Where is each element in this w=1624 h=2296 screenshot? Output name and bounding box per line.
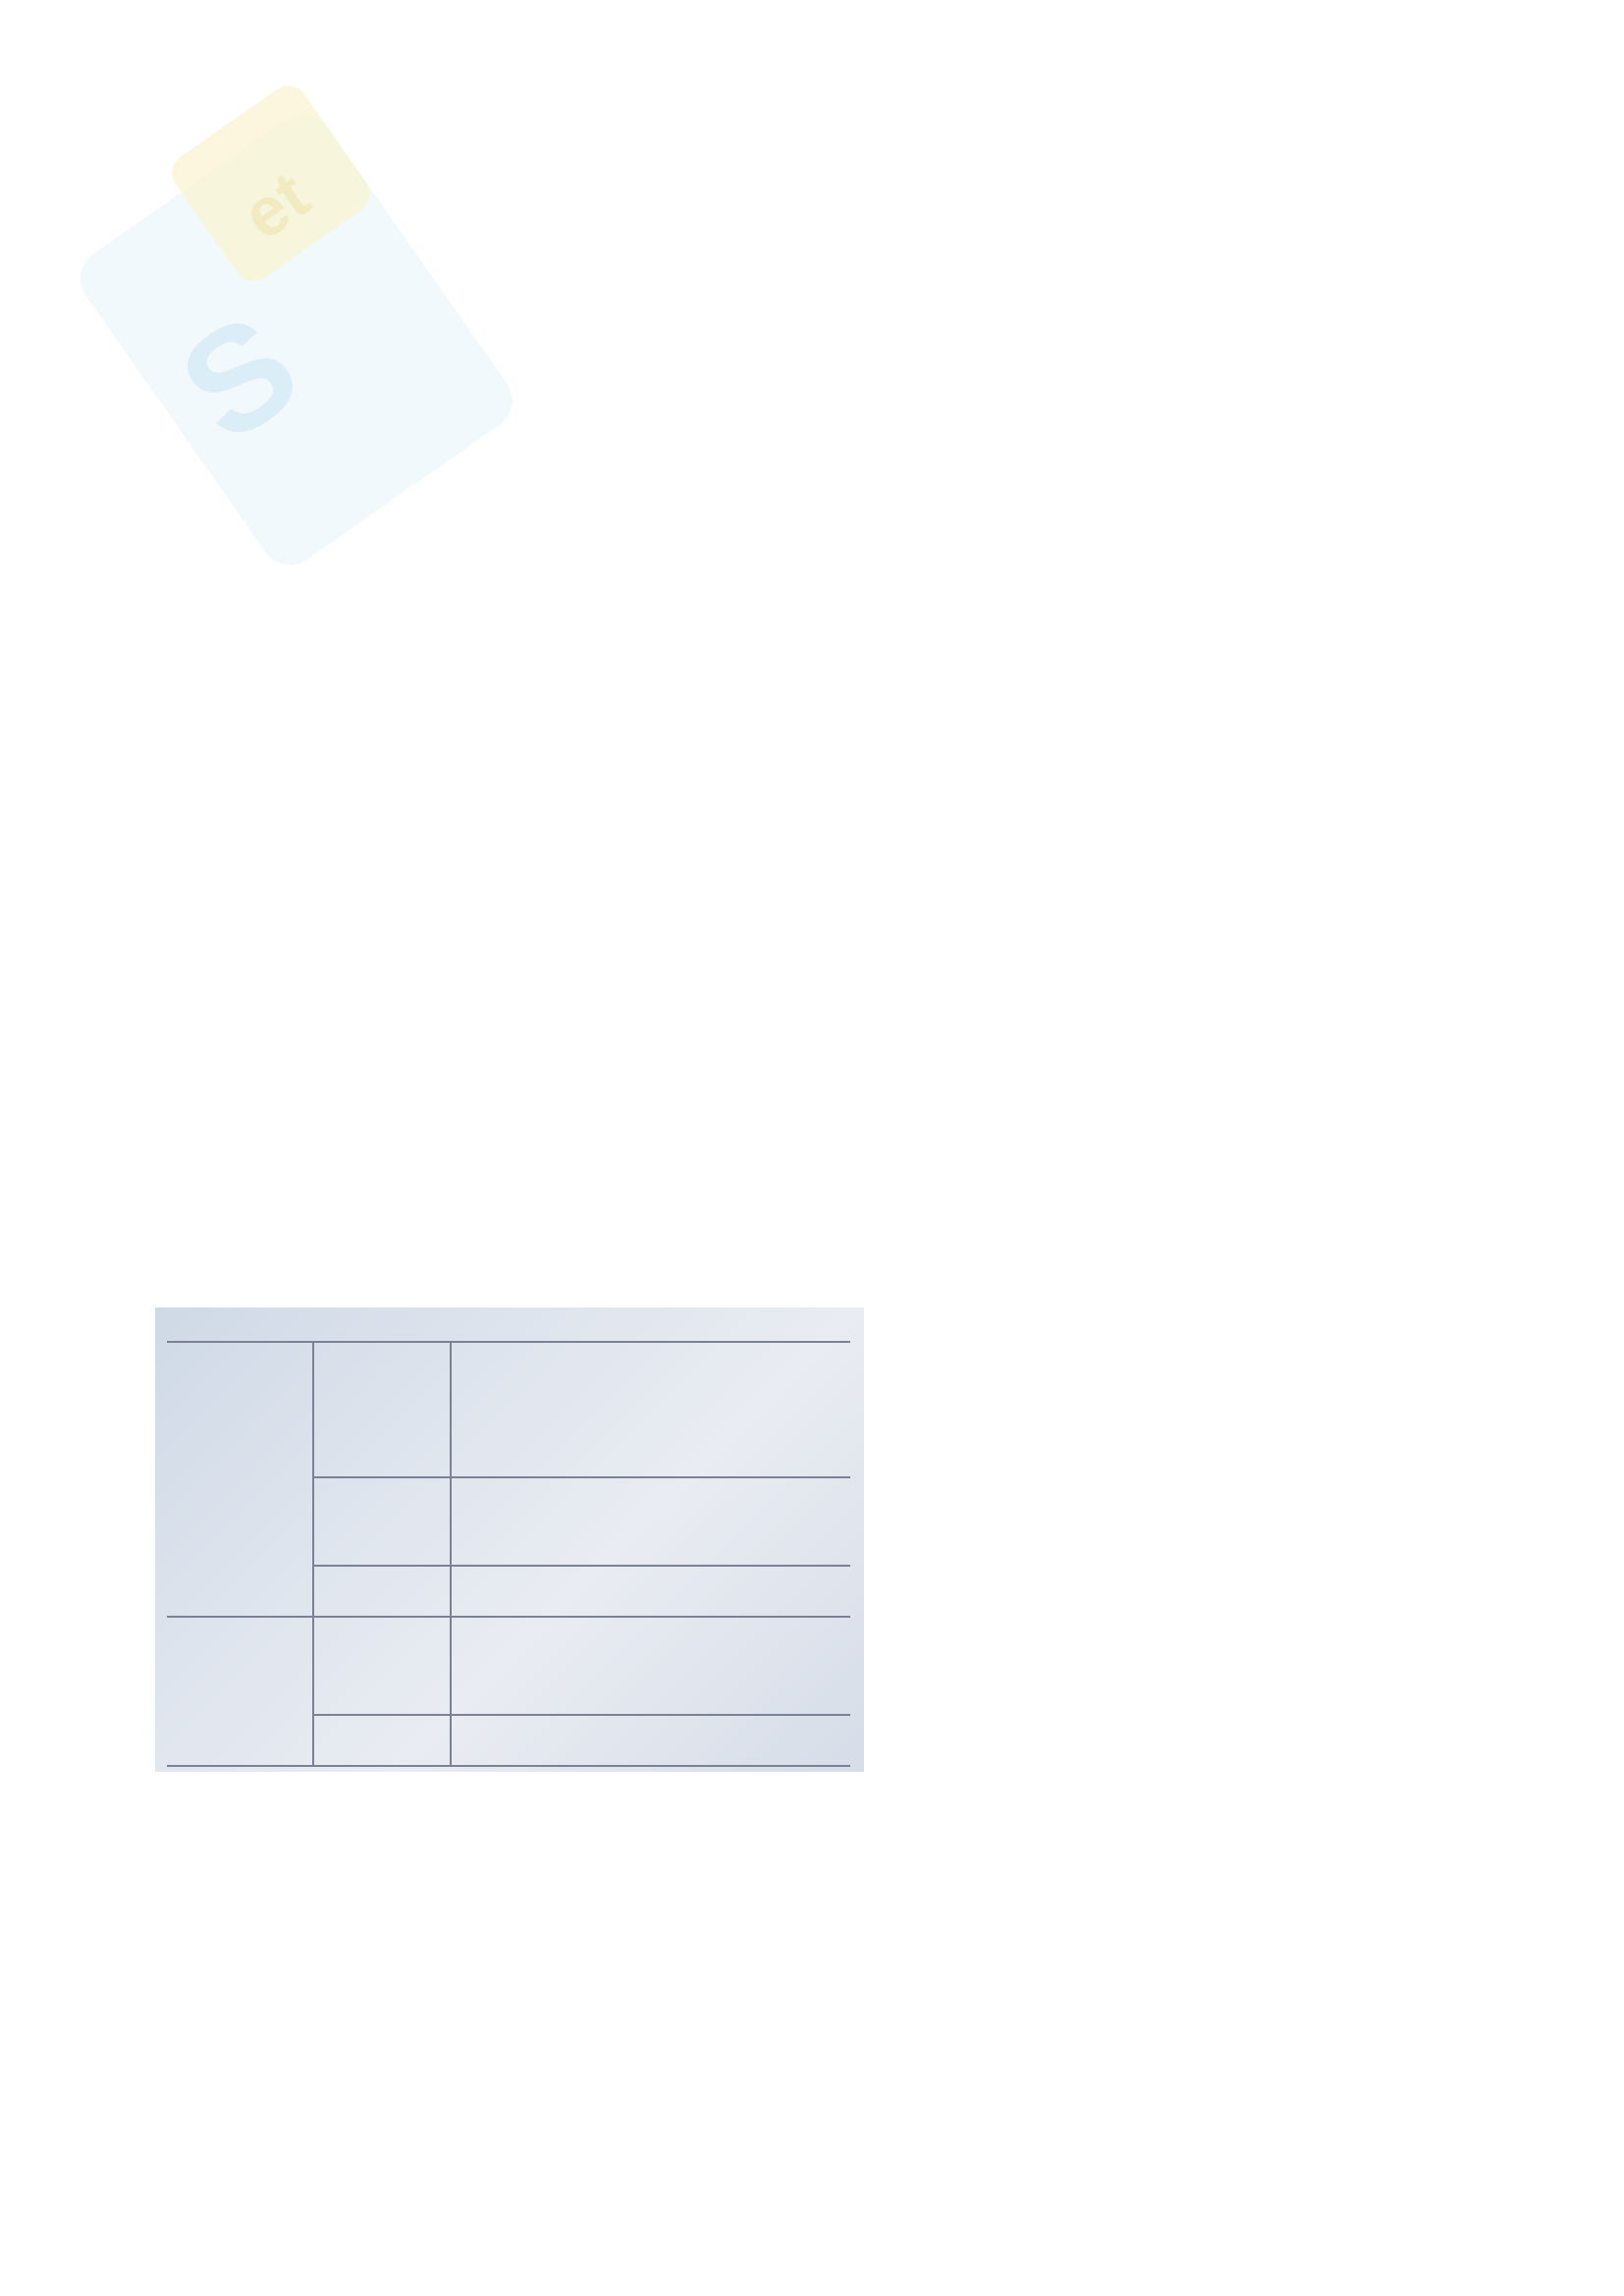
table-image (155, 1308, 864, 1772)
table-title (283, 1315, 310, 1335)
svg-text:et: et (228, 156, 323, 254)
watermark-logo (29, 59, 579, 609)
svg-text:S: S (151, 281, 327, 473)
